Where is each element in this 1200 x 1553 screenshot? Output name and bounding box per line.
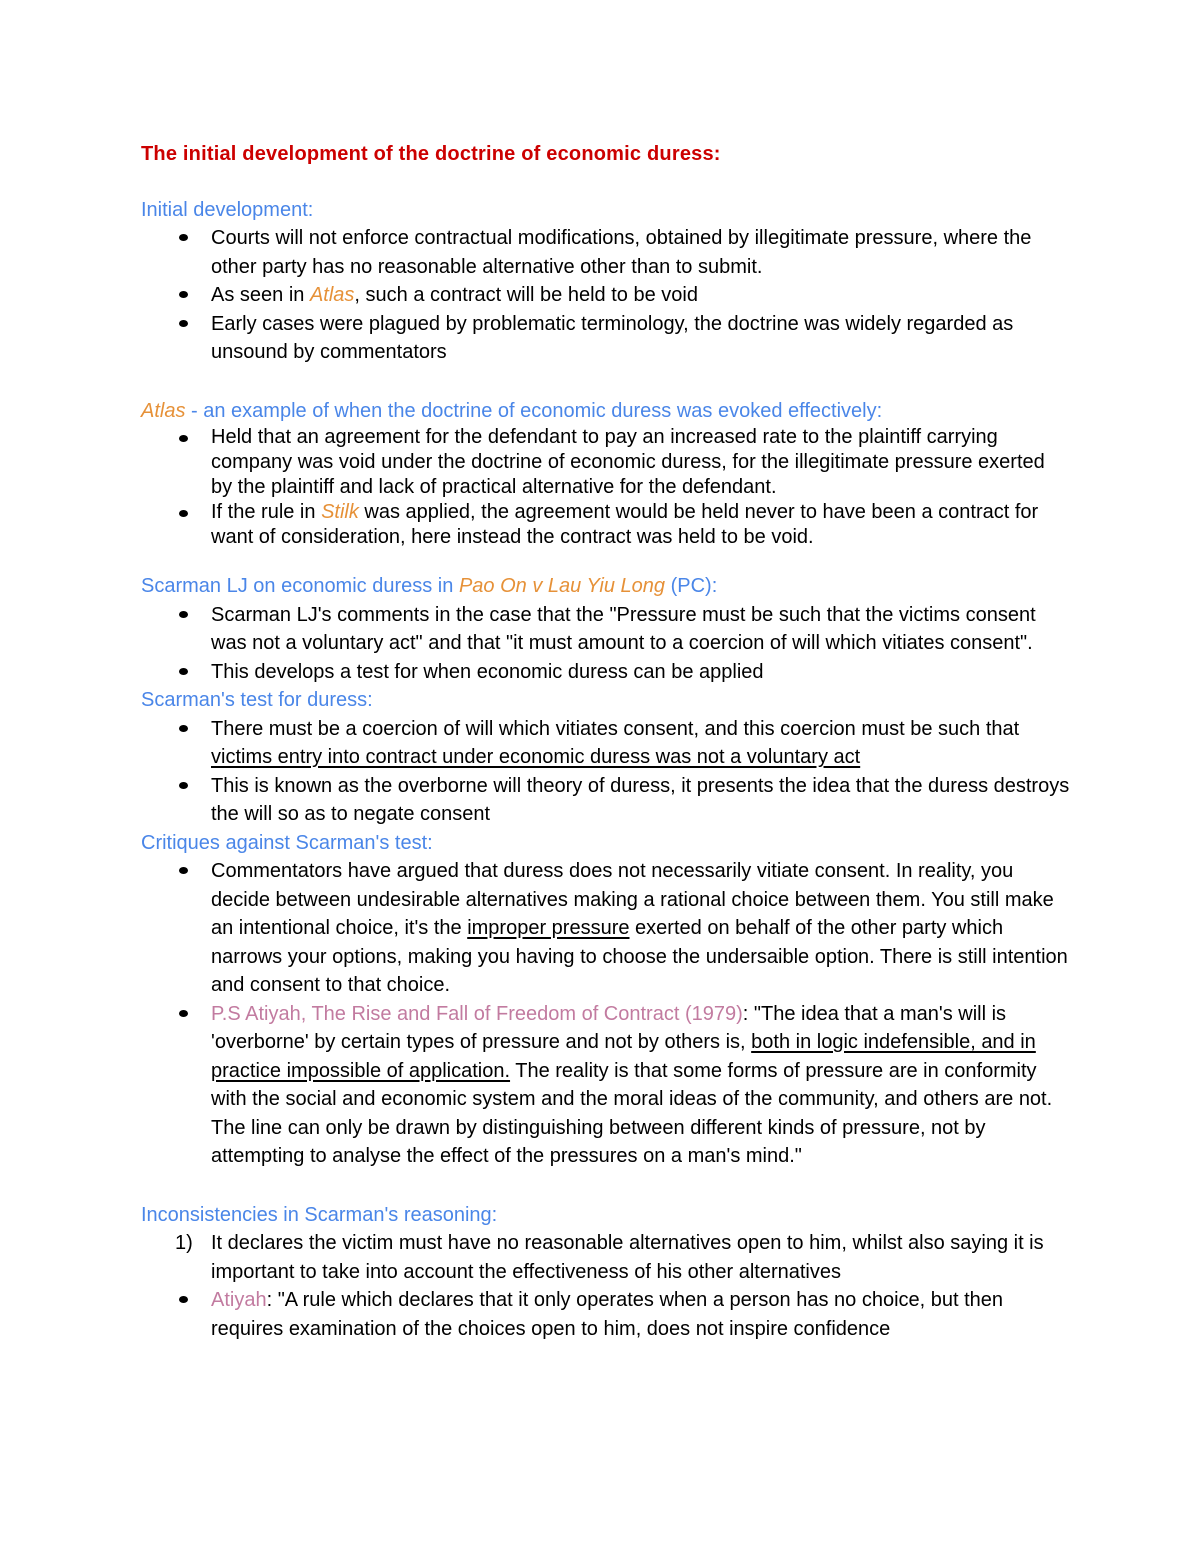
case-name: Stilk	[321, 501, 359, 523]
heading-atlas: Atlas - an example of when the doctrine of economic duress was evoked effectively:	[141, 399, 883, 422]
list-item: As seen in Atlas, such a contract will be held to be void	[141, 281, 1071, 310]
underlined-text: both in logic indefensible, and in practice impossible of application.	[211, 1031, 1036, 1082]
list-number: 1)	[175, 1232, 193, 1254]
list-atlas	[141, 425, 1071, 550]
heading-scarman-pao-on: Scarman LJ on economic duress in Pao On v Lau Yiu Long (PC):	[141, 575, 718, 597]
source-citation: P.S Atiyah, The Rise and Fall of Freedom of Contract (1979)	[211, 1002, 743, 1025]
list-item: 1) It declares the victim must have no reasonable alternatives open to him, whilst also saying it is important to take into account the effectiveness of his other alternatives	[141, 1229, 1071, 1286]
list-scarman-test	[141, 715, 1071, 829]
case-name: Atlas	[141, 399, 186, 422]
list-item: Scarman LJ's comments in the case that the "Pressure must be such that the victims consent was not a voluntary act" and that "it must amount to a coercion of will which vitiates consent".	[141, 601, 1071, 658]
heading-inconsistencies: Inconsistencies in Scarman's reasoning:	[141, 1203, 498, 1226]
heading-scarman-test: Scarman's test for duress:	[141, 689, 373, 711]
list-item: Commentators have argued that duress does not necessarily vitiate consent. In reality, you decide between undesirable alternatives making a rational choice between them. You still make an intentional choice, it's the improper pressure exerted on behalf of the other party which narrows your options, making you having to choose the undersaible option. There is still intention and consent to that choice.	[141, 857, 1071, 1000]
list-critiques	[141, 857, 1071, 1171]
list-item: This develops a test for when economic duress can be applied	[141, 658, 1071, 687]
list-item: Held that an agreement for the defendant to pay an increased rate to the plaintiff carrying company was void under the doctrine of economic duress, for the illegitimate pressure exerted by the plaintiff and lack of practical alternative for the defendant.	[141, 425, 1071, 500]
list-item: There must be a coercion of will which vitiates consent, and this coercion must be such that victims entry into contract under economic duress was not a voluntary act	[141, 715, 1071, 772]
list-initial-development	[141, 224, 1071, 367]
document-page	[141, 140, 1071, 1343]
list-item: P.S Atiyah, The Rise and Fall of Freedom of Contract (1979): "The idea that a man's will is 'overborne' by certain types of pressure and not by others is, both in logic indefensible, and in practice impossible of application. The reality is that some forms of pressure are in conformity with the social and economic system and the moral ideas of the community, and others are not. The line can only be drawn by distinguishing between different kinds of pressure, not by attempting to analyse the effect of the pressures on a man's mind."	[141, 1000, 1071, 1171]
list-inconsistencies	[141, 1286, 1071, 1343]
heading-initial-development: Initial development:	[141, 198, 314, 221]
case-name: Pao On v Lau Yiu Long	[458, 575, 666, 597]
list-scarman	[141, 601, 1071, 687]
list-item: Atiyah: "A rule which declares that it only operates when a person has no choice, but then requires examination of the choices open to him, does not inspire confidence	[141, 1286, 1071, 1343]
source-citation: Atiyah	[211, 1289, 267, 1311]
list-item: If the rule in Stilk was applied, the agreement would be held never to have been a contract for want of consideration, here instead the contract was held to be void.	[141, 500, 1071, 550]
document-title: The initial development of the doctrine of economic duress:	[141, 143, 721, 165]
case-name: Atlas	[309, 284, 355, 306]
list-item: This is known as the overborne will theory of duress, it presents the idea that the duress destroys the will so as to negate consent	[141, 772, 1071, 829]
heading-critiques: Critiques against Scarman's test:	[141, 831, 433, 854]
list-item: Courts will not enforce contractual modifications, obtained by illegitimate pressure, where the other party has no reasonable alternative other than to submit.	[141, 224, 1071, 281]
list-inconsistencies-numbered	[141, 1229, 1071, 1286]
list-item: Early cases were plagued by problematic terminology, the doctrine was widely regarded as unsound by commentators	[141, 310, 1071, 367]
underlined-text: improper pressure	[467, 917, 630, 939]
underlined-text: victims entry into contract under economic duress was not a voluntary act	[211, 746, 861, 768]
